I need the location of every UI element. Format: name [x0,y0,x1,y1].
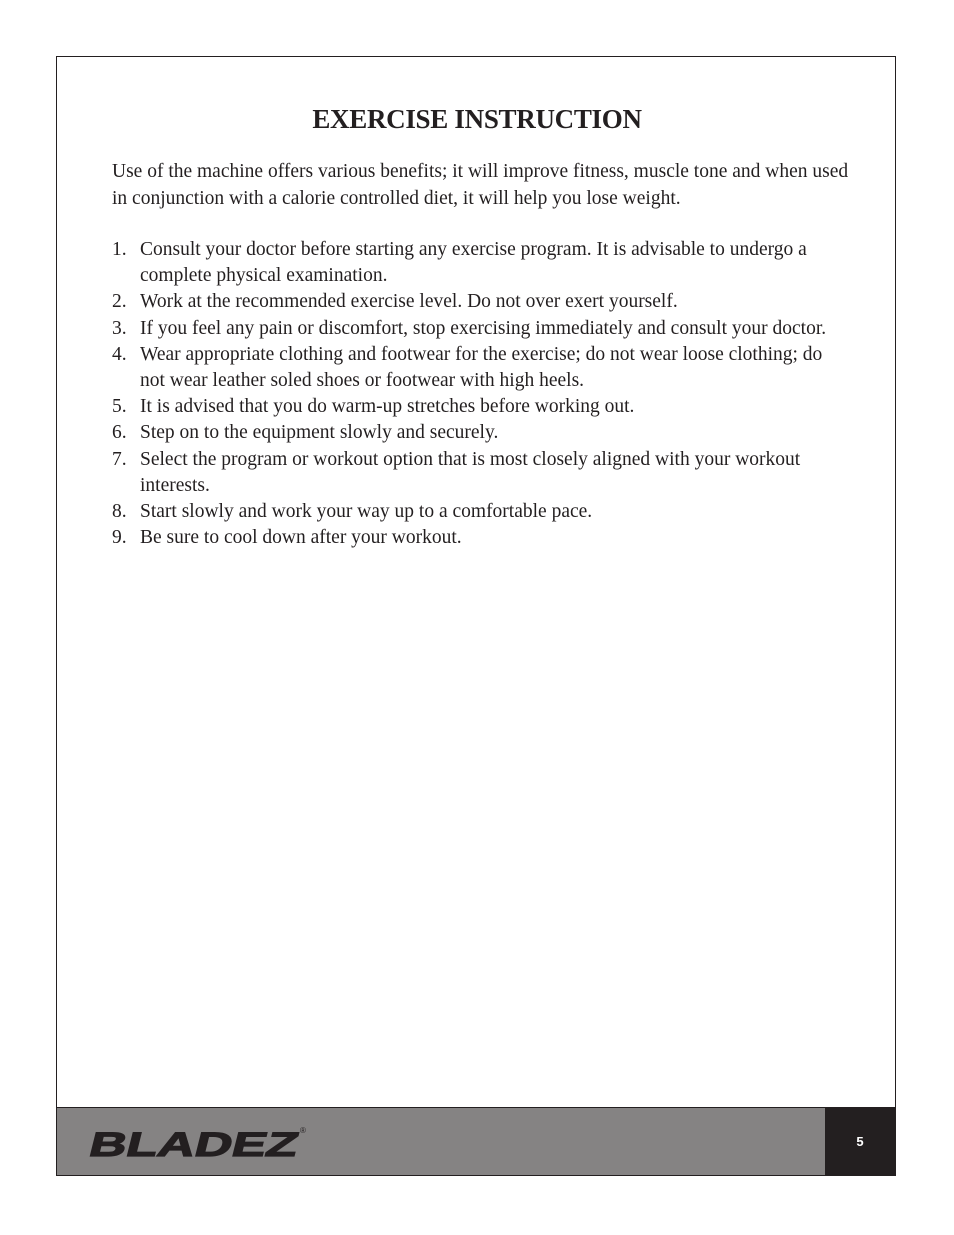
list-item-number: 8. [112,501,127,523]
page-title: EXERCISE INSTRUCTION [312,104,642,134]
list-item [112,316,832,342]
list-item [112,394,832,420]
registered-mark: ® [300,1126,306,1135]
list-item [112,447,832,499]
list-item [112,289,832,315]
page-frame [56,56,896,1176]
instruction-list [112,237,832,551]
list-item-number: 3. [112,317,127,339]
list-item [112,342,832,394]
list-item [112,499,832,525]
list-item-text: Be sure to cool down after your workout. [140,527,462,549]
list-item [112,525,832,551]
list-item-number: 6. [112,422,127,444]
list-item [112,237,832,289]
page-number: 5 [856,1133,864,1149]
list-item-number: 4. [112,343,127,365]
list-item [112,420,832,446]
list-item-text: Consult your doctor before starting any exercise program. It is advisable to undergo a complete physical examination. [140,239,807,287]
intro-paragraph: Use of the machine offers various benefits; it will improve fitness, muscle tone and when used in conjunction with a calorie controlled diet, it will help you lose weight. [112,161,849,209]
list-item-number: 7. [112,448,127,470]
list-item-text: If you feel any pain or discomfort, stop exercising immediately and consult your doctor. [140,317,827,339]
list-item-text: Start slowly and work your way up to a comfortable pace. [140,501,593,523]
list-item-text: Step on to the equipment slowly and securely. [140,422,499,444]
page-number-box [825,1107,895,1175]
list-item-text: Wear appropriate clothing and footwear for the exercise; do not wear loose clothing; do not wear leather soled shoes or footwear with high heels. [140,343,823,392]
list-item-text: Select the program or workout option that is most closely aligned with your workout interests. [140,448,801,496]
list-item-number: 5. [112,396,127,418]
list-item-number: 1. [112,239,127,260]
list-item-text: It is advised that you do warm-up stretches before working out. [140,396,635,418]
list-item-text: Work at the recommended exercise level. Do not over exert yourself. [140,291,678,313]
logo-wordmark: BLADEZ [85,1126,233,1164]
list-item-number: 9. [112,527,127,549]
bladez-logo [82,1121,312,1165]
list-item-number: 2. [112,291,127,313]
